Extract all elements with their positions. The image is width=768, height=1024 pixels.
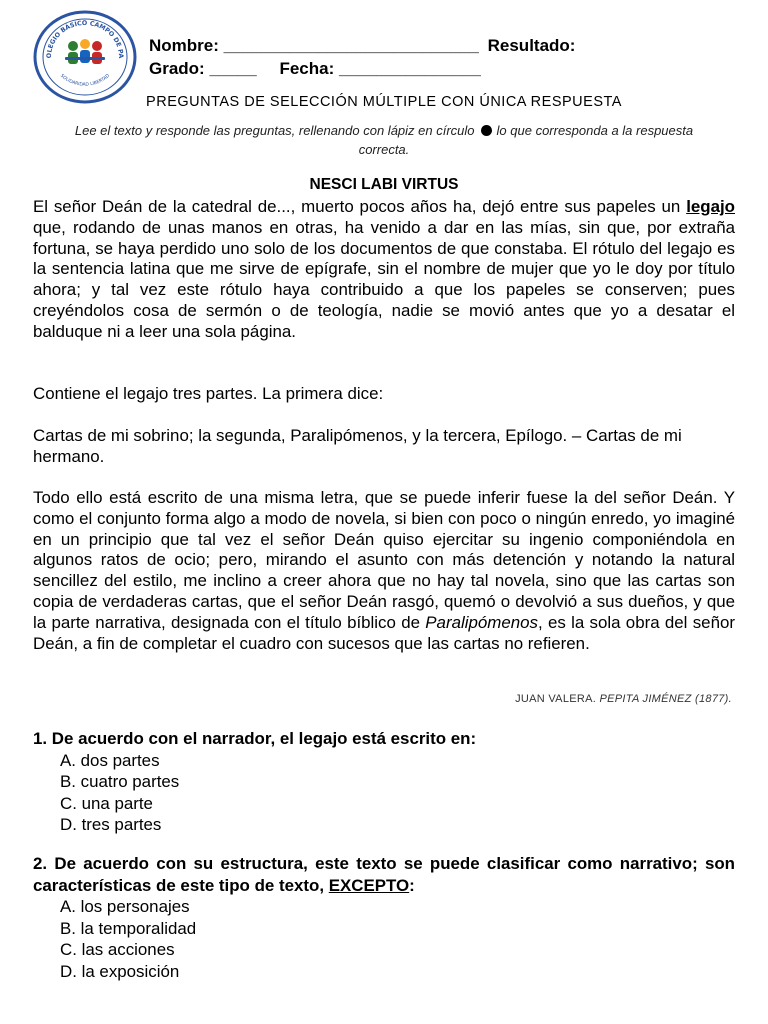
question-1-option-c[interactable]: C. una parte bbox=[60, 793, 153, 813]
citation bbox=[515, 693, 732, 705]
story-p1-rest: que, rodando de unas manos en otras, ha venido a dar en las mías, sin que, por extraña fortuna, se haya perdido uno solo de los documentos de que constaba. El rótulo del legajo es la sentencia latina que me sirve de epígrafe, sin el nombre de mujer que yo le doy por título ahora; y tal vez este rótulo haya contribuido a que los papeles se conserven; pues creyéndolos cosa de sermón o de teología, nadie se movió antes que yo a desatar el balduque ni a leer una sola página. bbox=[33, 217, 735, 341]
story-p1-start: El señor Deán de la catedral de..., muerto pocos años ha, dejó entre sus papeles un bbox=[33, 197, 681, 216]
section-subtitle: PREGUNTAS DE SELECCIÓN MÚLTIPLE CON ÚNICA RESPUESTA bbox=[146, 94, 622, 110]
story-paragraph-3: Cartas de mi sobrino; la segunda, Paralipómenos, y la tercera, Epílogo. – Cartas de mi hermano. bbox=[33, 426, 682, 466]
header-line-1 bbox=[149, 36, 575, 56]
grado-field-label: Grado: _____ bbox=[149, 59, 257, 78]
question-1-option-d[interactable]: D. tres partes bbox=[60, 815, 162, 834]
question-2-option-b[interactable]: B. la temporalidad bbox=[60, 918, 197, 938]
logo-motto: SOLIDARIDAD LIBERTAD bbox=[59, 73, 111, 88]
school-logo bbox=[32, 10, 138, 104]
instructions-part-1: Lee el texto y responde las preguntas, rellenando con lápiz en círculo bbox=[74, 123, 475, 138]
italic-paralipomenos: Paralipómenos bbox=[425, 612, 538, 632]
story-title: NESCI LABI VIRTUS bbox=[309, 176, 459, 193]
question-2-text bbox=[33, 853, 735, 896]
question-2-option-a[interactable]: A. los personajes bbox=[60, 897, 190, 916]
instructions bbox=[70, 121, 698, 159]
citation-work: PEPITA JIMÉNEZ (1877). bbox=[599, 693, 732, 705]
story-paragraph-1 bbox=[33, 197, 735, 343]
story-paragraph-2: Contiene el legajo tres partes. La primera dice: bbox=[33, 384, 384, 403]
question-2-text-end: : bbox=[409, 875, 415, 895]
question-1 bbox=[33, 728, 735, 836]
citation-author: JUAN VALERA. bbox=[515, 693, 597, 705]
header-line-2 bbox=[149, 59, 481, 79]
story-p4-start: Todo ello está escrito de una misma letra, que se puede inferir fuese la del señor Deán. Y como el conjunto forma algo a modo de novela, si bien con poco o ningún enredo, yo imaginé en un principio que tal vez el señor Deán quiso ejercitar su ingenio componiéndola en algunos ratos de ocio; pero, mirando el asunto con más detención y notando la natural sencillez del estilo, me inclino a creer ahora que no hay tal novela, sino que las cartas son copia de verdaderas cartas, que el señor Deán rasgó, quemó o devolvió a sus dueños, y que la parte narrativa, designada con el título bíblico de bbox=[33, 488, 735, 632]
question-2-option-d[interactable]: D. la exposición bbox=[60, 961, 180, 981]
fecha-field-label: Fecha: _______________ bbox=[279, 59, 481, 78]
question-1-option-b[interactable]: B. cuatro partes bbox=[60, 772, 180, 791]
resultado-field-label: Resultado: bbox=[487, 36, 576, 55]
nombre-field-label: Nombre: ___________________________ bbox=[149, 36, 479, 55]
question-2-option-c[interactable]: C. las acciones bbox=[60, 940, 175, 959]
story-paragraph-4 bbox=[33, 488, 735, 654]
filled-circle-icon bbox=[481, 125, 492, 136]
question-1-option-a[interactable]: A. dos partes bbox=[60, 750, 160, 770]
instructions-part-2: lo que corresponda a la respuesta correcta. bbox=[358, 123, 694, 157]
question-1-text: 1. De acuerdo con el narrador, el legajo está escrito en: bbox=[33, 729, 477, 748]
story-p4-rest: , es la sola obra del señor Deán, a fin de completar el cuadro con sucesos que las cartas no refieren. bbox=[33, 612, 735, 653]
logo-text: OLEGIO BÁSICO CAMPO DE PA bbox=[45, 19, 125, 59]
keyword-legajo: legajo bbox=[686, 197, 735, 216]
question-2-excepto: EXCEPTO bbox=[328, 875, 410, 895]
question-2 bbox=[33, 853, 735, 982]
question-2-text-start: 2. De acuerdo con su estructura, este texto se puede clasificar como narrativo; son características de este tipo de texto, bbox=[33, 854, 735, 895]
